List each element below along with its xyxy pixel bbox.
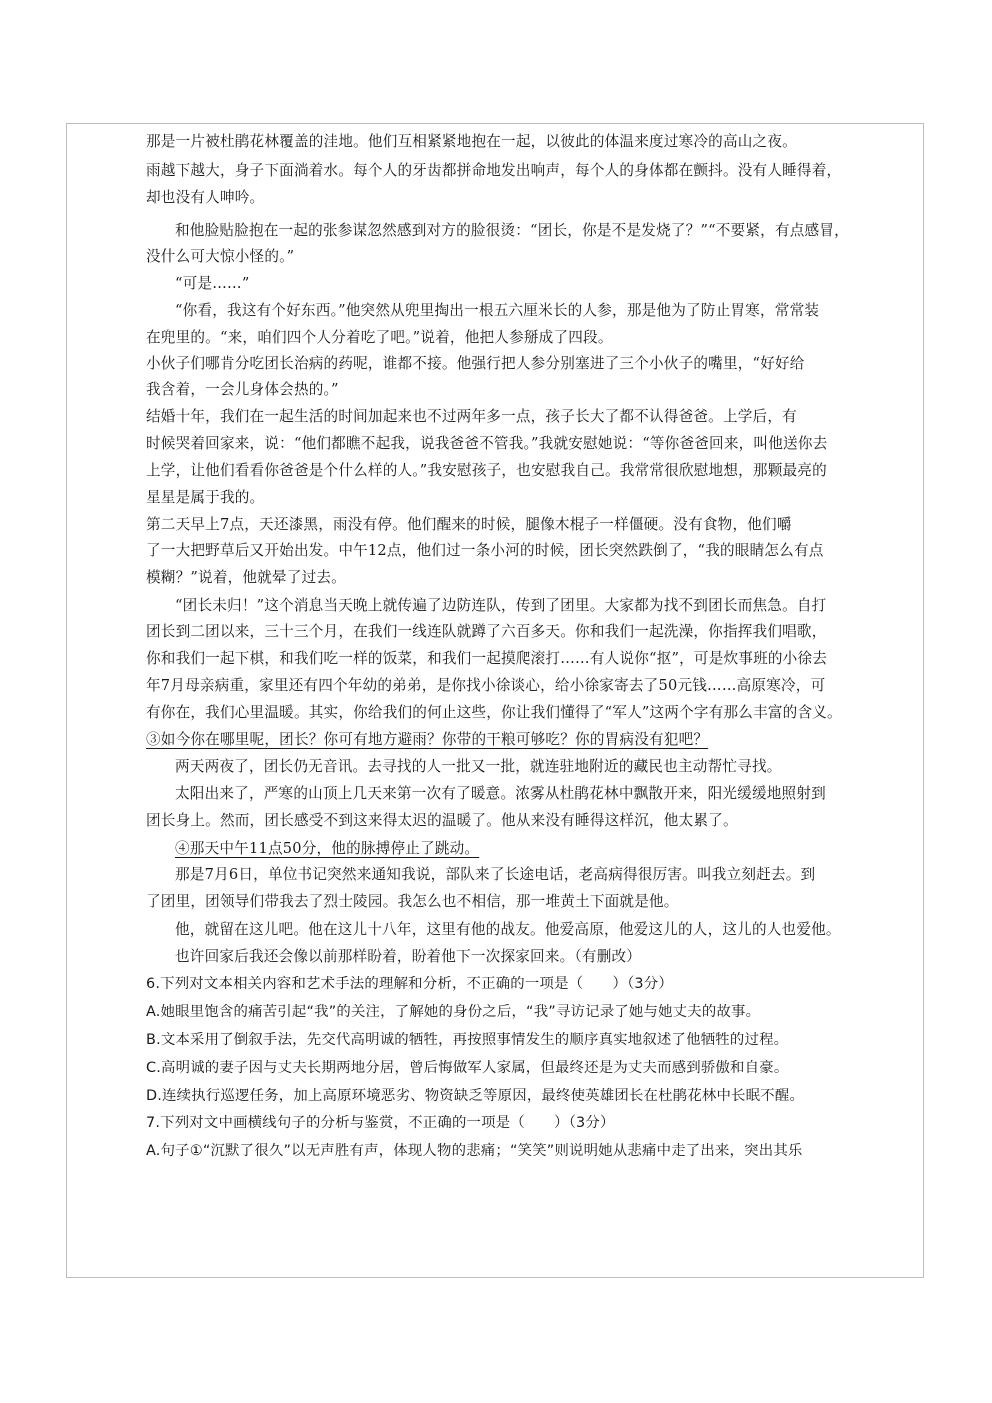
passage-line: 没什么可大惊小怪的。” — [146, 248, 295, 265]
passage-line: “可是……” — [175, 275, 250, 292]
passage-line: 结婚十年，我们在一起生活的时间加起来也不过两年多一点，孩子长大了都不认得爸爸。上学后，有 — [146, 408, 797, 425]
question-7-stem: 7.下列对文中画横线句子的分析与鉴赏，不正确的一项是（ ）（3分） — [146, 1115, 615, 1131]
passage-line: 在兜里的。“来，咱们四个人分着吃了吧。”说着，他把人参掰成了四段。 — [146, 329, 613, 346]
passage-line: 年7月母亲病重，家里还有四个年幼的弟弟，是你找小徐谈心，给小徐家寄去了50元钱……高原寒冷，可 — [146, 677, 826, 694]
passage-line: 也许回家后我还会像以前那样盼着，盼着他下一次探家回来。（有删改） — [175, 948, 642, 965]
underlined-sentence-4: ④那天中午11点50分，他的脉搏停止了跳动。 — [175, 840, 480, 857]
passage-line: 有你在，我们心里温暖。其实，你给我们的何止这些，你让我们懂得了“军人”这两个字有那么丰富的含义。 — [146, 704, 842, 721]
passage-line: 团长到二团以来，三十三个月，在我们一线连队就蹲了六百多天。你和我们一起洗澡，你指挥我们唱歌， — [146, 623, 827, 640]
question-6-option-d: D.连续执行巡逻任务，加上高原环境恶劣、物资缺乏等原因，最终使英雄团长在杜鹃花林中长眠不醒。 — [146, 1088, 805, 1104]
passage-line: 第二天早上7点，天还漆黑，雨没有停。他们醒来的时候，腿像木棍子一样僵硬。没有食物，他们嚼 — [146, 516, 792, 533]
passage-line: 他，就留在这儿吧。他在这儿十八年，这里有他的战友。他爱高原，他爱这儿的人，这儿的人也爱他。 — [175, 921, 841, 938]
passage-line: 了团里，团领导们带我去了烈士陵园。我怎么也不相信，那一堆黄土下面就是他。 — [146, 893, 679, 910]
passage-line: 却也没有人呻吟。 — [146, 189, 265, 206]
passage-line: 你和我们一起下棋，和我们吃一样的饭菜，和我们一起摸爬滚打……有人说你“抠”，可是炊事班的小徐去 — [146, 650, 828, 667]
passage-line: 了一大把野草后又开始出发。中午12点，他们过一条小河的时候，团长突然跌倒了，“我的眼睛怎么有点 — [146, 542, 824, 559]
passage-line: 那是7月6日，单位书记突然来通知我说，部队来了长途电话，老高病得很厉害。叫我立刻赶去。到 — [175, 866, 816, 883]
passage-line: 星星是属于我的。 — [146, 489, 265, 506]
question-6-stem: 6.下列对文本相关内容和艺术手法的理解和分析，不正确的一项是（ ）（3分） — [146, 976, 673, 992]
question-6-option-c: C.高明诚的妻子因与丈夫长期两地分居，曾后悔做军人家属，但最终还是为丈夫而感到骄傲和自豪。 — [146, 1060, 789, 1076]
passage-line: 两天两夜了，团长仍无音讯。去寻找的人一批又一批，就连驻地附近的藏民也主动帮忙寻找。 — [175, 758, 782, 775]
passage-line: “你看，我这有个好东西。”他突然从兜里掏出一根五六厘米长的人参，那是他为了防止胃寒，常常装 — [175, 302, 820, 319]
passage-line: 时候哭着回家来，说：“他们都瞧不起我，说我爸爸不管我。”我就安慰她说：“等你爸爸回来，叫他送你去 — [146, 435, 828, 452]
question-6-option-b: B.文本采用了倒叙手法，先交代高明诚的牺牲，再按照事情发生的顺序真实地叙述了他牺牲的过程。 — [146, 1032, 789, 1048]
passage-line: 那是一片被杜鹃花林覆盖的洼地。他们互相紧紧地抱在一起，以彼此的体温来度过寒冷的高山之夜。 — [146, 133, 797, 150]
passage-line: 团长身上。然而，团长感受不到这来得太迟的温暖了。他从来没有睡得这样沉，他太累了。 — [146, 812, 738, 829]
question-7-option-a: A.句子①“沉默了很久”以无声胜有声，体现人物的悲痛；“笑笑”则说明她从悲痛中走了出来，突出其乐 — [146, 1143, 803, 1159]
passage-line: “团长未归！”这个消息当天晚上就传遍了边防连队，传到了团里。大家都为找不到团长而焦急。自打 — [175, 597, 827, 614]
underlined-sentence-3: ③如今你在哪里呢，团长？你可有地方避雨？你带的干粮可够吃？你的胃病没有犯吧？ — [146, 731, 709, 748]
passage-line: 雨越下越大，身子下面淌着水。每个人的牙齿都拼命地发出响声，每个人的身体都在颤抖。没有人睡得着， — [146, 162, 842, 179]
passage-line: 太阳出来了，严寒的山顶上几天来第一次有了暖意。浓雾从杜鹃花林中飘散开来，阳光缓缓地照射到 — [175, 785, 826, 802]
passage-line: 上学，让他们看看你爸爸是个什么样的人。”我安慰孩子，也安慰我自己。我常常很欣慰地想，那颗最亮的 — [146, 462, 827, 479]
passage-line: 和他脸贴脸抱在一起的张参谋忽然感到对方的脸很烫：“团长，你是不是发烧了？”“不要紧，有点感冒， — [175, 222, 849, 239]
passage-line: 小伙子们哪肯分吃团长治病的药呢，谁都不接。他强行把人参分别塞进了三个小伙子的嘴里，“好好给 — [146, 355, 805, 372]
question-6-option-a: A.她眼里饱含的痛苦引起“我”的关注，了解她的身份之后，“我”寻访记录了她与她丈夫的故事。 — [146, 1004, 761, 1020]
passage-line: 模糊？”说着，他就晕了过去。 — [146, 569, 346, 586]
passage-line: 我含着，一会儿身体会热的。” — [146, 381, 339, 398]
